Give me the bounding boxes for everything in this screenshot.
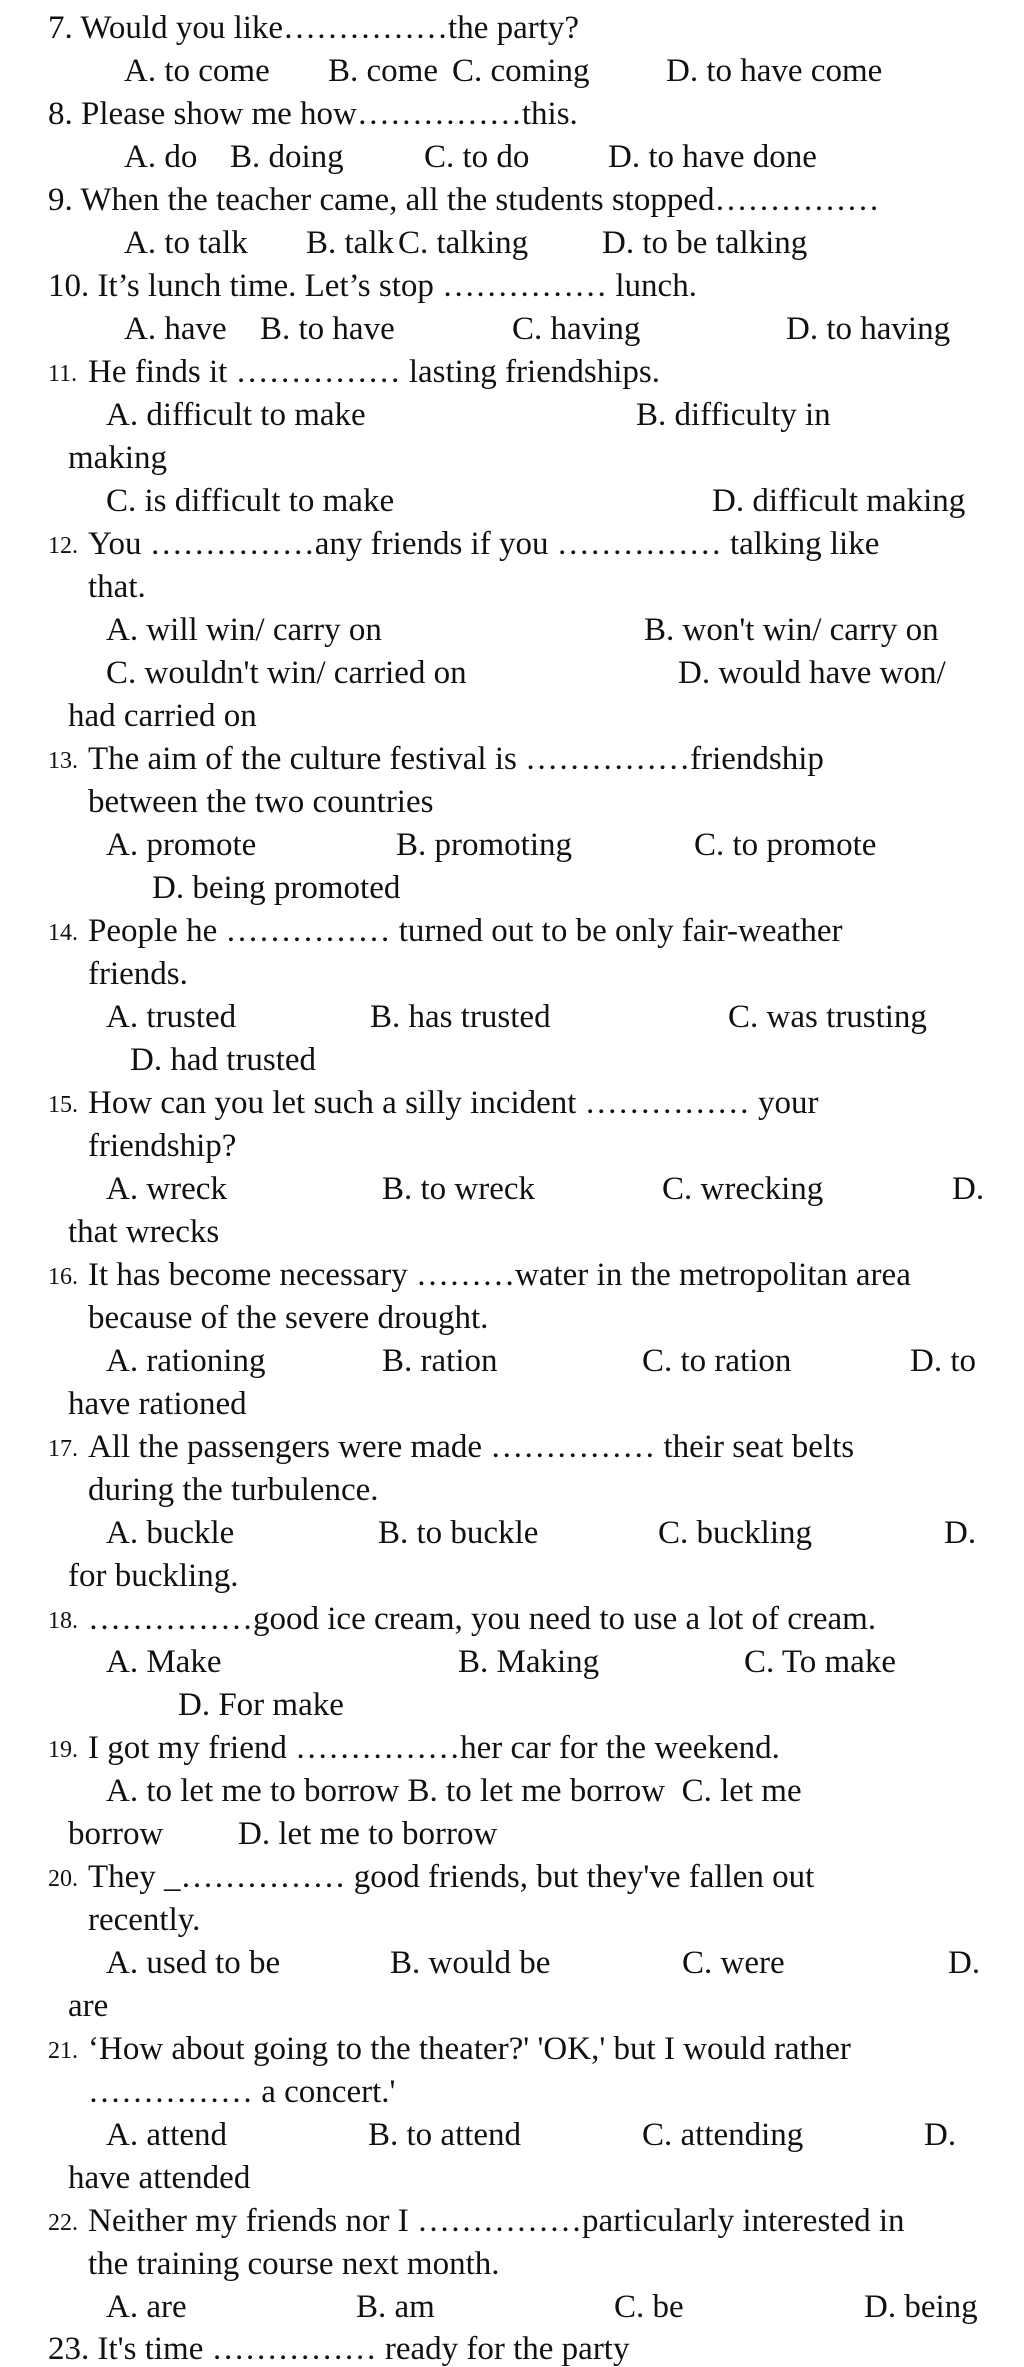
q10-option-d: D. to having xyxy=(786,311,951,347)
q19-option-d: D. let me to borrow xyxy=(238,1816,498,1852)
q18-option-a: A. Make xyxy=(106,1644,222,1680)
q13-option-c: C. to promote xyxy=(694,827,877,863)
q12-option-c: C. wouldn't win/ carried on xyxy=(106,655,467,691)
q7-option-d: D. to have come xyxy=(666,53,883,89)
q22-option-a: A. are xyxy=(106,2289,187,2325)
q10-option-b: B. to have xyxy=(260,311,395,347)
q22-option-b: B. am xyxy=(356,2289,435,2325)
q18-option-c: C. To make xyxy=(744,1644,896,1680)
q17-number: 17. xyxy=(48,1436,78,1462)
q14-option-d: D. had trusted xyxy=(130,1042,317,1078)
q21-option-d-continued: have attended xyxy=(68,2160,251,2196)
q14-number: 14. xyxy=(48,920,78,946)
q12-option-d: D. would have won/ xyxy=(678,655,946,691)
q19-options-abc: A. to let me to borrow B. to let me borrow C. let me xyxy=(106,1773,802,1809)
q8-stem: 8. Please show me how……………this. xyxy=(48,96,578,132)
q11-option-a: A. difficult to make xyxy=(106,397,366,433)
q13-stem-continued: between the two countries xyxy=(88,784,434,820)
q12-option-a: A. will win/ carry on xyxy=(106,612,382,648)
q9-option-a: A. to talk xyxy=(124,225,248,261)
q22-stem-continued: the training course next month. xyxy=(88,2246,500,2282)
q16-stem-continued: because of the severe drought. xyxy=(88,1300,489,1336)
q15-option-a: A. wreck xyxy=(106,1171,227,1207)
q15-option-b: B. to wreck xyxy=(382,1171,536,1207)
q22-number: 22. xyxy=(48,2210,78,2236)
q11-option-d: D. difficult making xyxy=(712,483,966,519)
q14-stem: People he …………… turned out to be only fair-weather xyxy=(88,913,843,949)
q20-option-c: C. were xyxy=(682,1945,785,1981)
q11-option-b-continued: making xyxy=(68,440,167,476)
q23-stem-partial: 23. It's time …………… ready for the party xyxy=(48,2331,630,2367)
q21-option-c: C. attending xyxy=(642,2117,804,2153)
q22-stem: Neither my friends nor I ……………particularly interested in xyxy=(88,2203,905,2239)
q17-option-c: C. buckling xyxy=(658,1515,812,1551)
q21-option-a: A. attend xyxy=(106,2117,227,2153)
q19-stem: I got my friend ……………her car for the weekend. xyxy=(88,1730,780,1766)
q20-option-b: B. would be xyxy=(390,1945,551,1981)
q15-stem: How can you let such a silly incident …………… your xyxy=(88,1085,819,1121)
q20-option-d: D. xyxy=(948,1945,981,1981)
q14-option-c: C. was trusting xyxy=(728,999,927,1035)
q10-option-c: C. having xyxy=(512,311,641,347)
q21-option-d: D. xyxy=(924,2117,957,2153)
q16-option-d-continued: have rationed xyxy=(68,1386,247,1422)
q14-option-a: A. trusted xyxy=(106,999,237,1035)
q12-option-d-continued: had carried on xyxy=(68,698,257,734)
q19-number: 19. xyxy=(48,1737,78,1763)
q16-option-c: C. to ration xyxy=(642,1343,792,1379)
q12-number: 12. xyxy=(48,533,78,559)
q15-option-c: C. wrecking xyxy=(662,1171,824,1207)
q20-stem-continued: recently. xyxy=(88,1902,201,1938)
q7-option-c: C. coming xyxy=(452,53,590,89)
q17-option-a: A. buckle xyxy=(106,1515,235,1551)
q12-stem: You ……………any friends if you …………… talking like xyxy=(88,526,880,562)
q12-option-b: B. won't win/ carry on xyxy=(644,612,939,648)
q20-option-a: A. used to be xyxy=(106,1945,281,1981)
q16-number: 16. xyxy=(48,1264,78,1290)
q9-option-d: D. to be talking xyxy=(602,225,808,261)
q18-option-b: B. Making xyxy=(458,1644,600,1680)
q20-stem: They _…………… good friends, but they've fallen out xyxy=(88,1859,815,1895)
q16-option-d: D. to xyxy=(910,1343,976,1379)
q21-number: 21. xyxy=(48,2038,78,2064)
q16-option-b: B. ration xyxy=(382,1343,498,1379)
q9-option-c: C. talking xyxy=(398,225,529,261)
q9-option-b: B. talk xyxy=(306,225,394,261)
q18-number: 18. xyxy=(48,1608,78,1634)
q17-option-d: D. xyxy=(944,1515,977,1551)
q7-option-a: A. to come xyxy=(124,53,270,89)
q15-stem-continued: friendship? xyxy=(88,1128,237,1164)
q11-stem: He finds it …………… lasting friendships. xyxy=(88,354,660,390)
q10-stem: 10. It’s lunch time. Let’s stop …………… lunch. xyxy=(48,268,697,304)
q7-option-b: B. come xyxy=(328,53,438,89)
q16-option-a: A. rationing xyxy=(106,1343,266,1379)
q21-stem: ‘How about going to the theater?' 'OK,' but I would rather xyxy=(88,2031,851,2067)
q18-option-d: D. For make xyxy=(178,1687,344,1723)
q22-option-c: C. be xyxy=(614,2289,684,2325)
q20-option-d-continued: are xyxy=(68,1988,109,2024)
q18-stem: ……………good ice cream, you need to use a lot of cream. xyxy=(88,1601,877,1637)
q12-stem-continued: that. xyxy=(88,569,146,605)
q8-option-b: B. doing xyxy=(230,139,344,175)
q17-stem: All the passengers were made …………… their seat belts xyxy=(88,1429,855,1465)
q16-stem: It has become necessary ………water in the metropolitan area xyxy=(88,1257,911,1293)
q14-stem-continued: friends. xyxy=(88,956,188,992)
q19-option-c-continued: borrow xyxy=(68,1816,164,1852)
q7-stem: 7. Would you like……………the party? xyxy=(48,10,580,46)
q17-option-d-continued: for buckling. xyxy=(68,1558,239,1594)
q8-option-c: C. to do xyxy=(424,139,530,175)
q13-option-b: B. promoting xyxy=(396,827,573,863)
q11-option-c: C. is difficult to make xyxy=(106,483,395,519)
q8-option-a: A. do xyxy=(124,139,198,175)
q17-option-b: B. to buckle xyxy=(378,1515,539,1551)
q15-number: 15. xyxy=(48,1092,78,1118)
q21-stem-continued: …………… a concert.' xyxy=(88,2074,396,2110)
q14-option-b: B. has trusted xyxy=(370,999,551,1035)
q20-number: 20. xyxy=(48,1866,78,1892)
q22-option-d: D. being xyxy=(864,2289,978,2325)
q23-partial-row xyxy=(0,2325,1024,2367)
q15-option-d-continued: that wrecks xyxy=(68,1214,220,1250)
q15-option-d: D. xyxy=(952,1171,985,1207)
q10-option-a: A. have xyxy=(124,311,227,347)
q21-option-b: B. to attend xyxy=(368,2117,522,2153)
q8-option-d: D. to have done xyxy=(608,139,817,175)
q9-stem: 9. When the teacher came, all the students stopped…………… xyxy=(48,182,880,218)
q17-stem-continued: during the turbulence. xyxy=(88,1472,379,1508)
q13-number: 13. xyxy=(48,748,78,774)
q11-number: 11. xyxy=(48,361,78,387)
q11-option-b: B. difficulty in xyxy=(636,397,831,433)
q13-option-a: A. promote xyxy=(106,827,257,863)
q13-option-d: D. being promoted xyxy=(152,870,401,906)
q13-stem: The aim of the culture festival is ……………friendship xyxy=(88,741,824,777)
